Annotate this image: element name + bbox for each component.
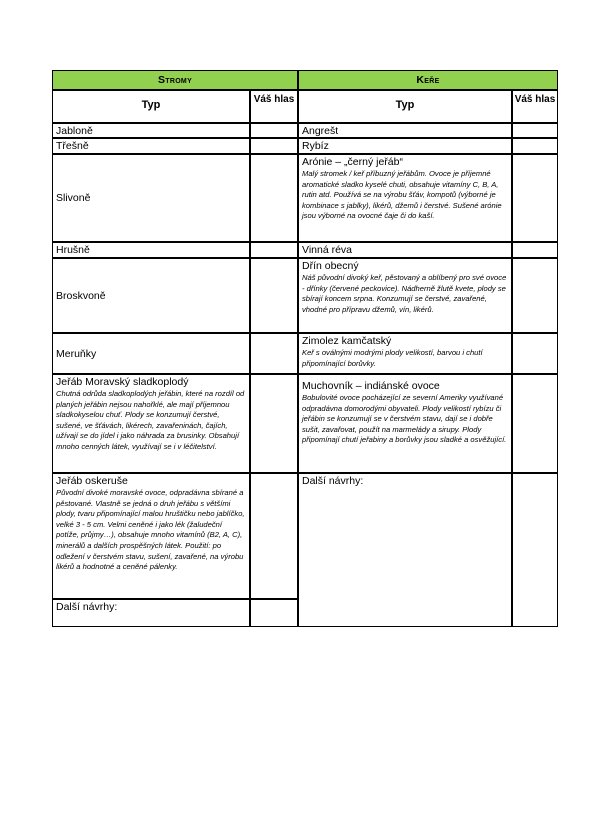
shrubs-vote-header: Váš hlas (512, 90, 558, 123)
shrub-name-cell (298, 242, 512, 258)
tree-vote-cell[interactable] (250, 123, 298, 138)
tree-name: Slivoně (56, 192, 91, 204)
tree-vote-cell[interactable] (250, 242, 298, 258)
tree-name-cell (52, 138, 250, 154)
tree-name: Meruňky (56, 347, 97, 360)
shrub-vote-cell[interactable] (512, 333, 558, 374)
fruit-vote-table (52, 70, 558, 627)
shrub-vote-cell[interactable] (512, 242, 558, 258)
shrubs-column (298, 70, 558, 627)
shrub-description: Keř s oválnými modrými plody velikostí, barvou i chutí připomínající borůvky. (302, 348, 483, 368)
tree-description: Chutná odrůda sladkoplodých jeřábin, které na rozdíl od planých jeřábin nejsou nahořklé, ale mají příjemnou sladkokyselou chuť. Plody se konzumují čerstvé, sušené, ve šťávách, likérech, zavařeninách, čajích, užívají se do jídel i jako náhrada za brusinky. Obsahují mnoho cenných látek, využívají se i v léčitelství. (56, 389, 245, 451)
shrub-name: Arónie – „černý jeřáb“ (302, 156, 403, 168)
shrub-description: Malý stromek / keř příbuzný jeřábům. Ovoce je příjemné aromatické sladko kyselé chuti, obsahuje vitamíny C, B, A, rutin atd. Používá se na výrobu šťáv, kompotů (výborné je kombinace s jablky), likérů, džemů i čerstvé. Sušené arónie jsou výborné na ovocné čaje či do kaší. (302, 169, 502, 221)
shrub-vote-cell[interactable] (512, 258, 558, 333)
tree-description: Původní divoké moravské ovoce, odpradávna sbírané a pěstované. Vlastně se jedná o druh jeřábu s většími plody, tvaru připomínající malou hruštičku nebo jablíčko, velké 3 - 5 cm. Velmi ceněné i jako lék (žaludeční potíže, průjmy…), obsahuje mnoho vitamínů (B2, A, C), minerálů a dalších prospěšných látek. Použití: po odležení v čerstvém stavu, sušení, zavařené, na výrobu likérů a hodnotné a ceněné pálenky. (56, 488, 245, 572)
shrub-name-cell (298, 333, 512, 374)
tree-name-cell (52, 154, 250, 242)
tree-vote-cell[interactable] (250, 473, 298, 599)
shrub-name-cell (298, 374, 512, 473)
shrub-name: Zimolez kamčatský (302, 335, 392, 347)
shrubs-type-header (298, 90, 512, 123)
tree-name: Jeřáb Moravský sladkoplodý (56, 376, 189, 388)
shrubs-type-header-label: Typ (395, 99, 415, 111)
shrub-name-cell (298, 473, 512, 627)
shrub-name-cell (298, 138, 512, 154)
shrub-name: Vinná réva (302, 244, 353, 256)
shrub-name-cell (298, 123, 512, 138)
tree-vote-cell[interactable] (250, 333, 298, 374)
trees-column (52, 70, 298, 627)
shrub-description: Bobulovité ovoce pocházející ze severní Ameriky využívané odpradávna domorodými obyvateli. Plody velikostí rybízu či jeřábin se konzumují se v čerstvém stavu, dají se i dobře sušit, zavařovat, použít na marmelády a sirupy. Plody připomínají chutí jeřabiny a borůvky jsou sladké a osvěžující. (302, 393, 507, 445)
shrub-vote-cell[interactable] (512, 123, 558, 138)
shrub-vote-cell[interactable] (512, 154, 558, 242)
shrub-name: Muchovník – indiánské ovoce (302, 380, 440, 392)
shrub-name: Rybíz (302, 140, 329, 152)
shrub-suggestions-label: Další návrhy: (302, 475, 364, 487)
tree-vote-cell[interactable] (250, 154, 298, 242)
shrub-vote-cell[interactable] (512, 473, 558, 627)
trees-vote-header: Váš hlas (250, 90, 298, 123)
shrub-name: Dřín obecný (302, 260, 359, 272)
tree-name-cell (52, 473, 250, 599)
shrub-vote-cell[interactable] (512, 138, 558, 154)
tree-vote-cell[interactable] (250, 138, 298, 154)
tree-vote-cell[interactable] (250, 258, 298, 333)
tree-name: Broskvoně (56, 289, 106, 302)
shrubs-header: Keře (298, 70, 558, 90)
shrub-name: Angrešt (302, 125, 339, 137)
shrub-description: Náš původní divoký keř, pěstovaný a oblíbený pro své ovoce - dřínky (červené peckovice). Nádherně žlutě kvete, plody se sbírají koncem srpna. Konzumují se čerstvé, zavařené, vhodné pro přípravu džemů, vín, likérů. (302, 273, 507, 314)
tree-suggestions-label: Další návrhy: (56, 601, 118, 613)
tree-name: Třešně (56, 140, 89, 152)
shrub-vote-cell[interactable] (512, 374, 558, 473)
trees-type-header (52, 90, 250, 123)
tree-name-cell (52, 258, 250, 333)
shrub-name-cell (298, 154, 512, 242)
tree-name-cell (52, 333, 250, 374)
tree-name: Jabloně (56, 125, 93, 137)
tree-name-cell (52, 242, 250, 258)
trees-type-header-label: Typ (141, 99, 161, 111)
tree-name-cell (52, 374, 250, 473)
tree-vote-cell[interactable] (250, 599, 298, 627)
tree-vote-cell[interactable] (250, 374, 298, 473)
tree-name: Hrušně (56, 244, 90, 256)
tree-name-cell (52, 599, 250, 627)
tree-name-cell (52, 123, 250, 138)
shrub-name-cell (298, 258, 512, 333)
tree-name: Jeřáb oskeruše (56, 475, 128, 487)
trees-header: Stromy (52, 70, 298, 90)
